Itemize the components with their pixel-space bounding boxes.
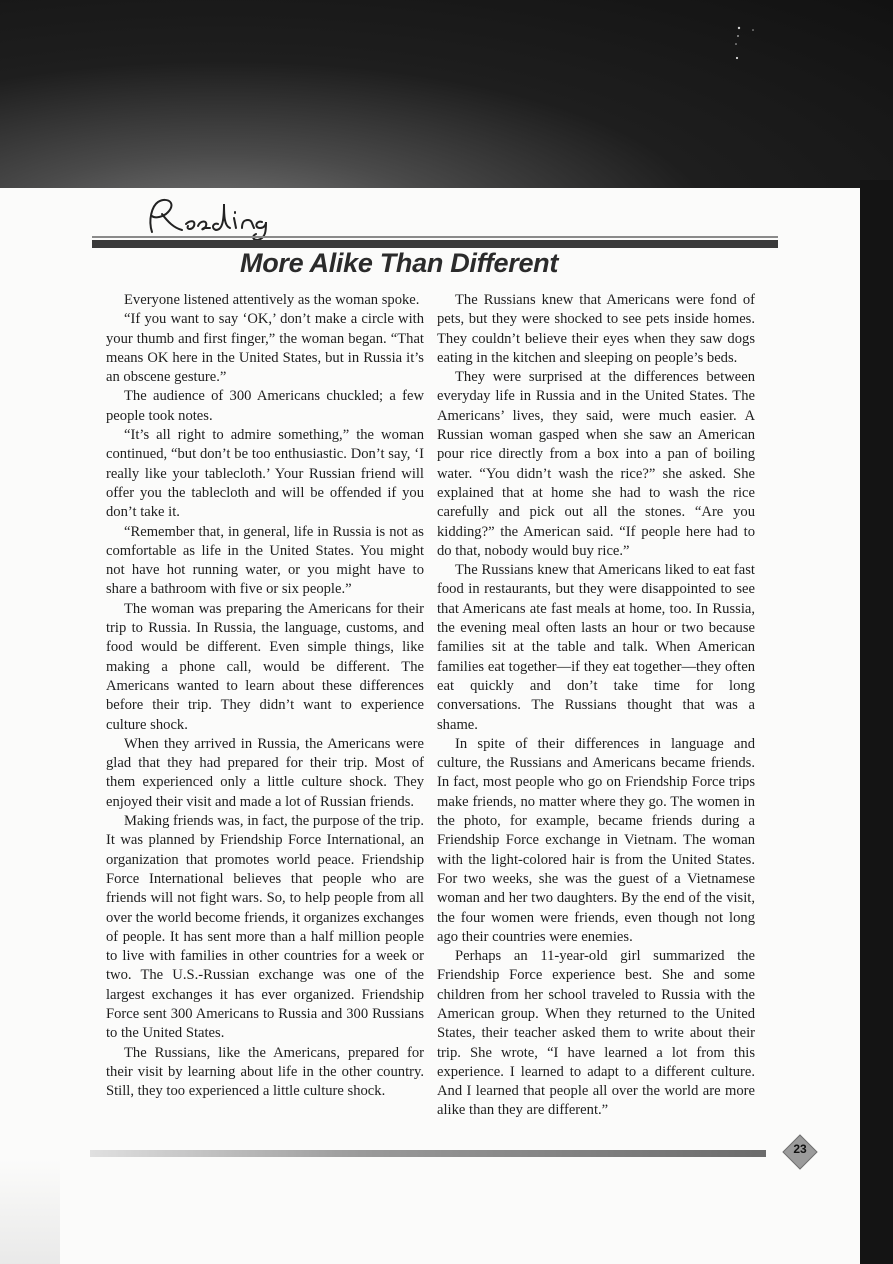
- paragraph: The audience of 300 Americans chuckled; a few people took notes.: [106, 388, 424, 424]
- reading-handwritten-label: [138, 194, 298, 242]
- article-title: More Alike Than Different: [240, 248, 559, 278]
- scan-dust-specks: [735, 24, 759, 62]
- right-column: [437, 291, 755, 1121]
- paragraph: Making friends was, in fact, the purpose of the trip. It was planned by Friendship Force International, an organization that promotes world peace. Friendship Force International believes that people who are friends will not fight wars. So, to help people from all over the world become friends, it organizes exchanges of people. It has sent more than a half million people to live with families in other countries for a week or two. The U.S.-Russian exchange was one of the largest exchanges it has ever organized. Friendship Force sent 300 Americans to Russia and 300 Russians to the United States.: [106, 813, 424, 1042]
- page-number: 23: [793, 1142, 807, 1156]
- scan-dark-right-edge: [860, 180, 893, 1264]
- paragraph: The Russians, like the Americans, prepared for their visit by learning about life in the other country. Still, they too experienced a little culture shock.: [106, 1044, 424, 1100]
- paragraph: The woman was preparing the Americans for their trip to Russia. In Russia, the language, customs, and food would be different. Even simple things, like making a phone call, would be different. The Americans wanted to learn about these differences before their trip. They didn’t want to experience culture shock.: [106, 600, 424, 733]
- paragraph: They were surprised at the differences between everyday life in Russia and in the United States. The Americans’ lives, they said, were much easier. A Russian woman gasped when she saw an American pour rice directly from a box into a pan of boiling water. “You didn’t wash the rice?” she asked. She explained that at home she had to wash the rice carefully and pick out all the stones. “Are you kidding?” the American said. “If people here had to do that, nobody would buy rice.”: [437, 369, 755, 559]
- footer-rule: [90, 1150, 766, 1157]
- paragraph: The Russians knew that Americans liked to eat fast food in restaurants, but they were disappointed to see that Americans ate fast meals at home, too. In Russia, the evening meal often lasts an hour or two because families sit at the table and talk. When American families eat together—if they eat together—they often eat quickly and don’t take time for long conversations. The Russians thought that was a shame.: [437, 562, 755, 733]
- paragraph: “Remember that, in general, life in Russia is not as comfortable as life in the United States. You might not have hot running water, or you might have to share a bathroom with five or six people.”: [106, 523, 424, 598]
- paragraph: “It’s all right to admire something,” the woman continued, “but don’t be too enthusiastic. Don’t say, ‘I really like your tablecloth.’ Your Russian friend will offer you the tablecloth and will be offended if you don’t take it.: [106, 427, 424, 521]
- scan-shadow-corner: [0, 1160, 60, 1264]
- paragraph: Perhaps an 11-year-old girl summarized the Friendship Force experience best. She and some children from her school traveled to Russia with the American group. When they returned to the United States, their teacher asked them to write about their trip. She wrote, “I have learned a lot from this experience. I learned to adapt to a different culture. And I learned that people all over the world are more alike than they are different.”: [437, 948, 755, 1119]
- paragraph: The Russians knew that Americans were fond of pets, but they were shocked to see pets inside homes. They couldn’t believe their eyes when they saw dogs eating in the kitchen and sleeping on people’s beds.: [437, 292, 755, 366]
- heading-rule-top: [92, 236, 778, 238]
- paragraph: When they arrived in Russia, the Americans were glad that they had prepared for their trip. Most of them experienced only a little culture shock. They enjoyed their visit and made a lot of Russian friends.: [106, 735, 424, 810]
- left-column: [106, 291, 424, 1101]
- paragraph: Everyone listened attentively as the woman spoke.: [124, 292, 420, 308]
- paragraph: “If you want to say ‘OK,’ don’t make a circle with your thumb and first finger,” the woman began. “That means OK here in the United States, but in Russia it’s an obscene gesture.”: [106, 311, 424, 386]
- scan-dark-top-margin: [0, 0, 893, 196]
- heading-rule: [92, 240, 778, 248]
- paragraph: In spite of their differences in language and culture, the Russians and Americans became friends. In fact, most people who go on Friendship Force trips make friends, no matter where they go. The women in the photo, for example, became friends during a Friendship Force exchange in Vietnam. The woman with the light-colored hair is from the United States. For two weeks, she was the guest of a Vietnamese woman and her two daughters. By the end of the visit, the four women were friends, even though not long ago their countries were enemies.: [437, 735, 755, 945]
